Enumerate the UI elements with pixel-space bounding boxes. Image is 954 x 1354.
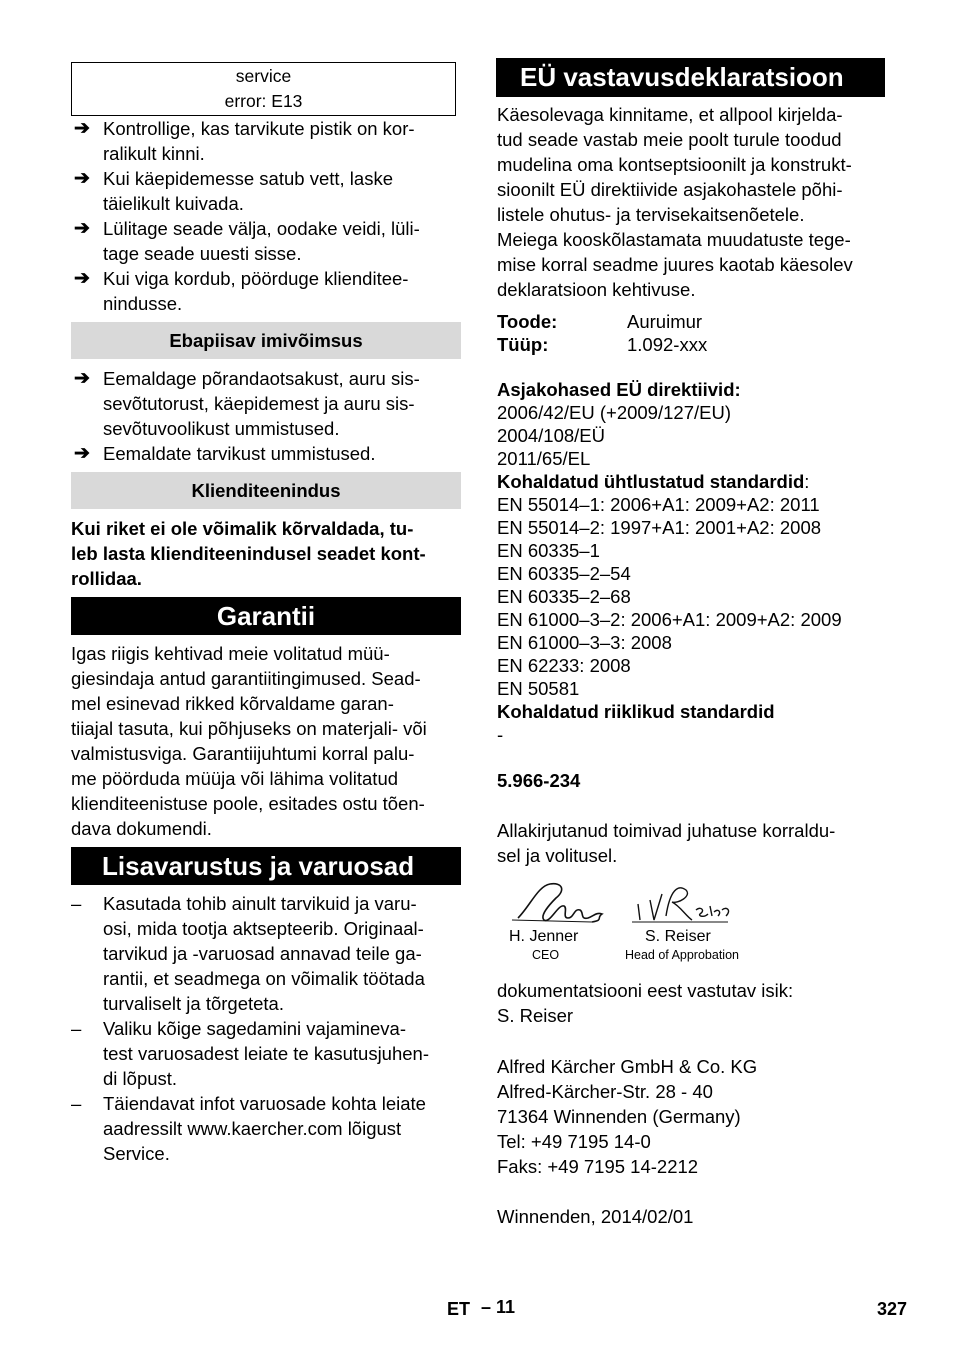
signature-title: Head of Approbation (625, 948, 739, 962)
list-item-text: sevõtutorust, käepidemest ja auru sis- (103, 393, 415, 414)
text-line: Alfred-Kärcher-Str. 28 - 40 (497, 1081, 713, 1102)
list-item-text: turvaliselt ja tõrgeteta. (103, 993, 284, 1014)
list-item-text: Eemaldate tarvikust ummistused. (103, 443, 376, 464)
text-line: me pöörduda müüja või lähima volitatud (71, 768, 399, 789)
list-item-text: rantii, et seadmega on võimalik töötada (103, 968, 425, 989)
text-line: deklaratsioon kehtivuse. (497, 279, 696, 300)
list-item-text: Kasutada tohib ainult tarvikuid ja varu- (103, 893, 417, 914)
arrow-right-icon: ➔ (74, 368, 90, 389)
text-line: sioonilt EÜ direktiivide asjakohastele põhi- (497, 179, 843, 200)
section-heading-garantii: Garantii (71, 597, 461, 635)
product-value: Auruimur (627, 311, 703, 332)
text-line: Kui riket ei ole võimalik kõrvaldada, tu- (71, 518, 414, 539)
text-line: tiiajal tasuta, kui põhjuseks on materjali- või (71, 718, 427, 739)
directive-item: 2006/42/EU (+2009/127/EU) (497, 402, 731, 423)
text-line: mise korral seadme juures kaotab käesolev (497, 254, 853, 275)
signature-name: H. Jenner (509, 928, 579, 945)
signatures-graphic (500, 876, 740, 928)
dash-bullet: – (71, 1093, 82, 1114)
footer-lang: ET (447, 1299, 471, 1319)
list-item-text: tage seade uuesti sisse. (103, 243, 302, 264)
company-address (497, 1054, 889, 1179)
signature-name: S. Reiser (645, 928, 711, 945)
standards-colon: : (804, 471, 810, 492)
product-info (497, 310, 889, 356)
text-line: valmistusviga. Garantiijuhtumi korral palu- (71, 743, 415, 764)
list-item-text: ralikult kinni. (103, 143, 205, 164)
list-item-text: tarvikud ja -varuosad annavad teile ga- (103, 943, 422, 964)
section-heading-eu: EÜ vastavusdeklaratsioon (496, 58, 885, 97)
list-item-text: nindusse. (103, 293, 183, 314)
list-item-text: test varuosadest leiate te kasutusjuhen- (103, 1043, 429, 1064)
text-line: Faks: +49 7195 14-2212 (497, 1156, 699, 1177)
product-label: Toode: (497, 311, 558, 332)
arrow-right-icon: ➔ (74, 443, 90, 464)
list-item-text: osi, mida tootja aktsepteerib. Originaal- (103, 918, 424, 939)
standard-item: EN 60335–1 (497, 540, 600, 561)
arrow-right-icon: ➔ (74, 218, 90, 239)
text-line: Alfred Kärcher GmbH & Co. KG (497, 1056, 758, 1077)
list-item-text: Kontrollige, kas tarvikute pistik on kor- (103, 118, 415, 139)
text-line: 71364 Winnenden (Germany) (497, 1106, 741, 1127)
directives-block (497, 378, 889, 746)
place-date: Winnenden, 2014/02/01 (497, 1206, 694, 1227)
standard-item: EN 60335–2–54 (497, 563, 631, 584)
list-item (71, 166, 461, 216)
arrow-right-icon: ➔ (74, 268, 90, 289)
standard-item: EN 55014–1: 2006+A1: 2009+A2: 2011 (497, 494, 820, 515)
text-line: klienditeenistuse poole, esitades ostu tõen- (71, 793, 425, 814)
garantii-text (71, 641, 463, 841)
error-box-line2: error: E13 (224, 91, 303, 111)
klienditeenindus-text (71, 516, 463, 591)
dash-bullet: – (71, 1018, 82, 1039)
signature-title: CEO (532, 948, 560, 962)
doc-number: 5.966-234 (497, 770, 581, 791)
national-heading: Kohaldatud riiklikud standardid (497, 701, 775, 722)
text-line: Allakirjutanud toimivad juhatuse korraldu- (497, 820, 836, 841)
section-heading-lisavarustus: Lisavarustus ja varuosad (71, 847, 461, 885)
standard-item: EN 50581 (497, 678, 580, 699)
list-item (71, 116, 461, 166)
signature-jenner (518, 884, 602, 922)
standard-item: EN 62233: 2008 (497, 655, 631, 676)
signature-reiser (638, 888, 729, 920)
list-item-text: aadressilt www.kaercher.com lõigust (103, 1118, 402, 1139)
directive-item: 2011/65/EL (497, 448, 591, 469)
dash-bullet: – (71, 893, 82, 914)
arrow-right-icon: ➔ (74, 118, 90, 139)
responsible-person (497, 978, 889, 1028)
list-item-text: di lõpust. (103, 1068, 178, 1089)
signed-text (497, 818, 889, 868)
standard-item: EN 55014–2: 1997+A1: 2001+A2: 2008 (497, 517, 822, 538)
text-line: Igas riigis kehtivad meie volitatud müü- (71, 643, 390, 664)
standard-item: EN 61000–3–2: 2006+A1: 2009+A2: 2009 (497, 609, 842, 630)
list-item-text: Kui käepidemesse satub vett, laske (103, 168, 393, 189)
list-item-text: Kui viga kordub, pöörduge klienditee- (103, 268, 409, 289)
text-line: tud seade vastab meie poolt turule toodud (497, 129, 842, 150)
list-item-text: sevõtuvoolikust ummistused. (103, 418, 340, 439)
type-value: 1.092-xxx (627, 334, 708, 355)
list-item-text: Valiku kõige sagedamini vajamineva- (103, 1018, 407, 1039)
text-line: dokumentatsiooni eest vastutav isik: (497, 980, 794, 1001)
section-heading-ebapiisav: Ebapiisav imivõimsus (71, 322, 461, 359)
standards-heading: Kohaldatud ühtlustatud standardid (497, 471, 805, 492)
error-box (71, 62, 456, 116)
directives-heading: Asjakohased EÜ direktiivid: (497, 379, 741, 400)
national-value: - (497, 724, 504, 745)
list-item-text: Eemaldage põrandaotsakust, auru sis- (103, 368, 420, 389)
arrow-right-icon: ➔ (74, 168, 90, 189)
footer-page-label: – 11 (481, 1297, 516, 1317)
list-item (71, 216, 461, 266)
text-line: listele ohutus- ja tervisekaitsenõetele. (497, 204, 805, 225)
page-number: 327 (877, 1299, 908, 1319)
list-item-text: täielikult kuivada. (103, 193, 244, 214)
text-line: dava dokumendi. (71, 818, 212, 839)
list-item (71, 1091, 461, 1166)
text-line: Meiega kooskõlastamata muudatuste tege- (497, 229, 851, 250)
text-line: S. Reiser (497, 1005, 574, 1026)
standard-item: EN 60335–2–68 (497, 586, 631, 607)
list-item (71, 266, 461, 316)
list-item-text: Täiendavat infot varuosade kohta leiate (103, 1093, 426, 1114)
standard-item: EN 61000–3–3: 2008 (497, 632, 672, 653)
text-line: rollidaa. (71, 568, 142, 589)
directive-item: 2004/108/EÜ (497, 425, 606, 446)
list-item-text: Service. (103, 1143, 170, 1164)
error-box-line1: service (235, 66, 292, 86)
list-item (71, 366, 461, 441)
text-line: giesindaja antud garantiitingimused. Sead- (71, 668, 421, 689)
type-label: Tüüp: (497, 334, 549, 355)
list-item (71, 1016, 461, 1091)
text-line: mel esinevad rikked kõrvaldame garan- (71, 693, 394, 714)
text-line: Käesolevaga kinnitame, et allpool kirjelda- (497, 104, 843, 125)
eu-intro (497, 102, 889, 302)
text-line: mudelina oma kontseptsioonilt ja konstrukt- (497, 154, 852, 175)
list-item (71, 891, 461, 1016)
list-item (71, 441, 461, 466)
text-line: sel ja volitusel. (497, 845, 618, 866)
text-line: leb lasta klienditeenindusel seadet kont- (71, 543, 426, 564)
text-line: Tel: +49 7195 14-0 (497, 1131, 651, 1152)
list-item-text: Lülitage seade välja, oodake veidi, lüli- (103, 218, 420, 239)
section-heading-klienditeenindus: Klienditeenindus (71, 472, 461, 509)
